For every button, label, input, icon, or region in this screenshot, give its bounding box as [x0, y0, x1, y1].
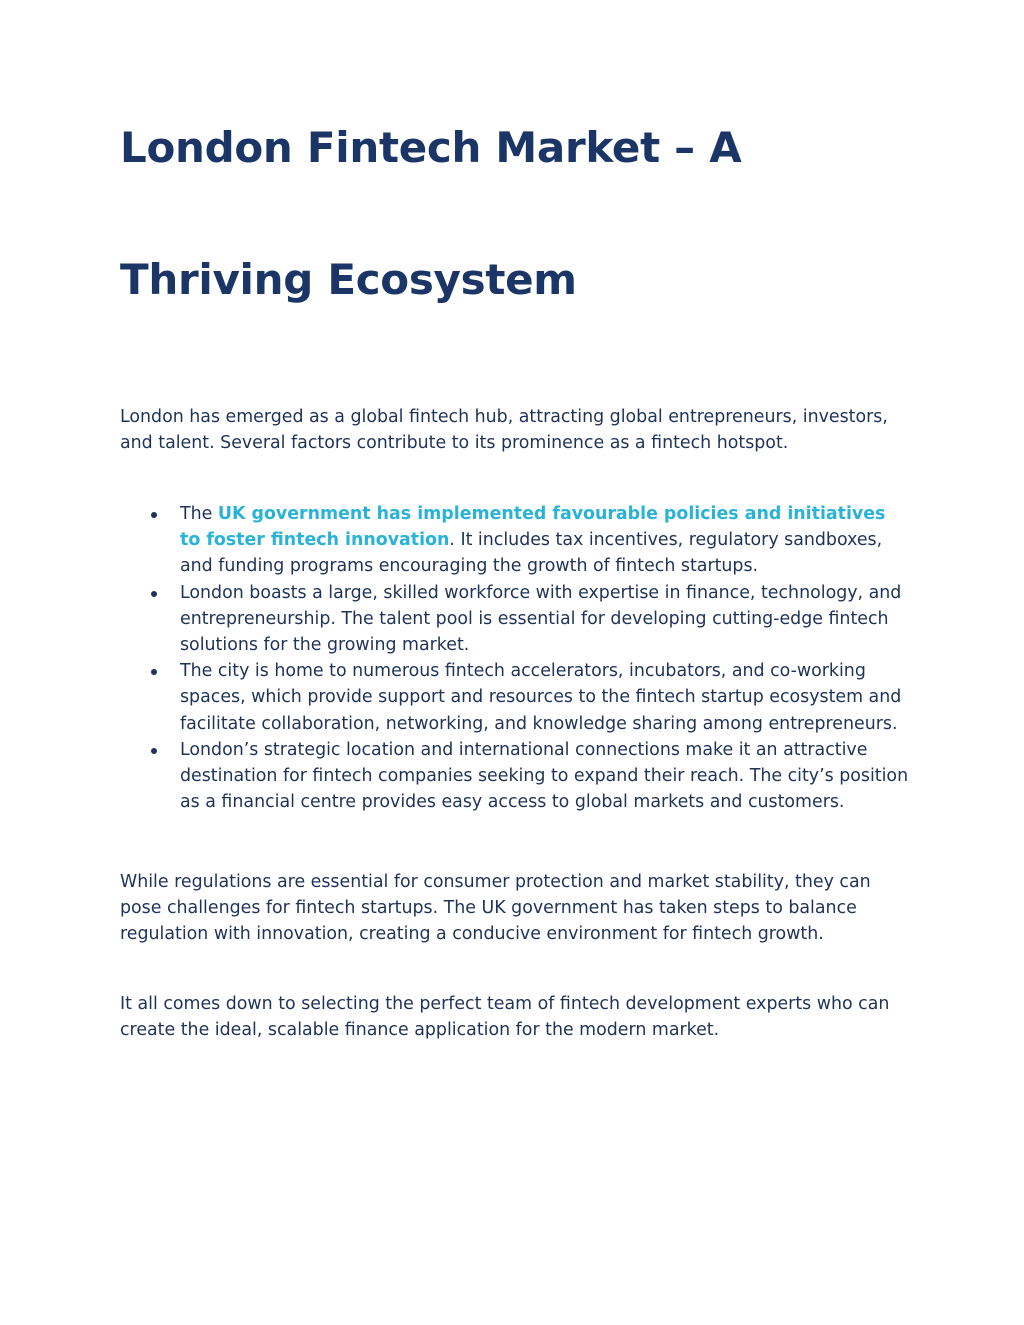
list-item: [120, 737, 910, 816]
regulation-paragraph: While regulations are essential for consumer protection and market stability, they can pose challenges for fintech startups. The UK government has taken steps to balance regulation with innovation, creating a conducive environment for fintech growth.: [120, 872, 871, 945]
list-item-text: The city is home to numerous fintech accelerators, incubators, and co-working spaces, which provide support and resources to the fintech startup ecosystem and facilitate collaboration, networking, and knowledge sharing among entrepreneurs.: [180, 661, 902, 734]
page-title-line-2: Thriving Ecosystem: [120, 255, 577, 304]
bullet-icon: [151, 512, 157, 518]
bullet-icon: [151, 748, 157, 754]
government-policy-link[interactable]: UK government has implemented favourable policies and initiatives to foster fintech innovation: [180, 504, 886, 551]
factors-list: [120, 501, 910, 815]
list-item-text: London’s strategic location and international connections make it an attractive destination for fintech companies seeking to expand their reach. The city’s position as a financial centre provides easy access to global markets and customers.: [180, 739, 909, 813]
list-item-text: London boasts a large, skilled workforce with expertise in finance, technology, and entrepreneurship. The talent pool is essential for developing cutting-edge fintech solutions for the growing market.: [180, 582, 902, 656]
list-item: [120, 501, 910, 580]
list-item-prefix: The: [180, 504, 218, 524]
page-title-line-1: London Fintech Market – A: [120, 123, 742, 172]
conclusion-paragraph: It all comes down to selecting the perfect team of fintech development experts who can create the ideal, scalable finance application for the modern market.: [120, 994, 890, 1041]
bullet-icon: [151, 591, 157, 597]
intro-paragraph: London has emerged as a global fintech hub, attracting global entrepreneurs, investors, and talent. Several factors contribute to its prominence as a fintech hotspot.: [120, 407, 888, 454]
list-item: [120, 580, 910, 659]
bullet-icon: [151, 669, 157, 675]
list-item-suffix: . It includes tax incentives, regulatory sandboxes, and funding programs encouraging the growth of fintech startups.: [180, 530, 883, 577]
list-item: [120, 658, 910, 737]
